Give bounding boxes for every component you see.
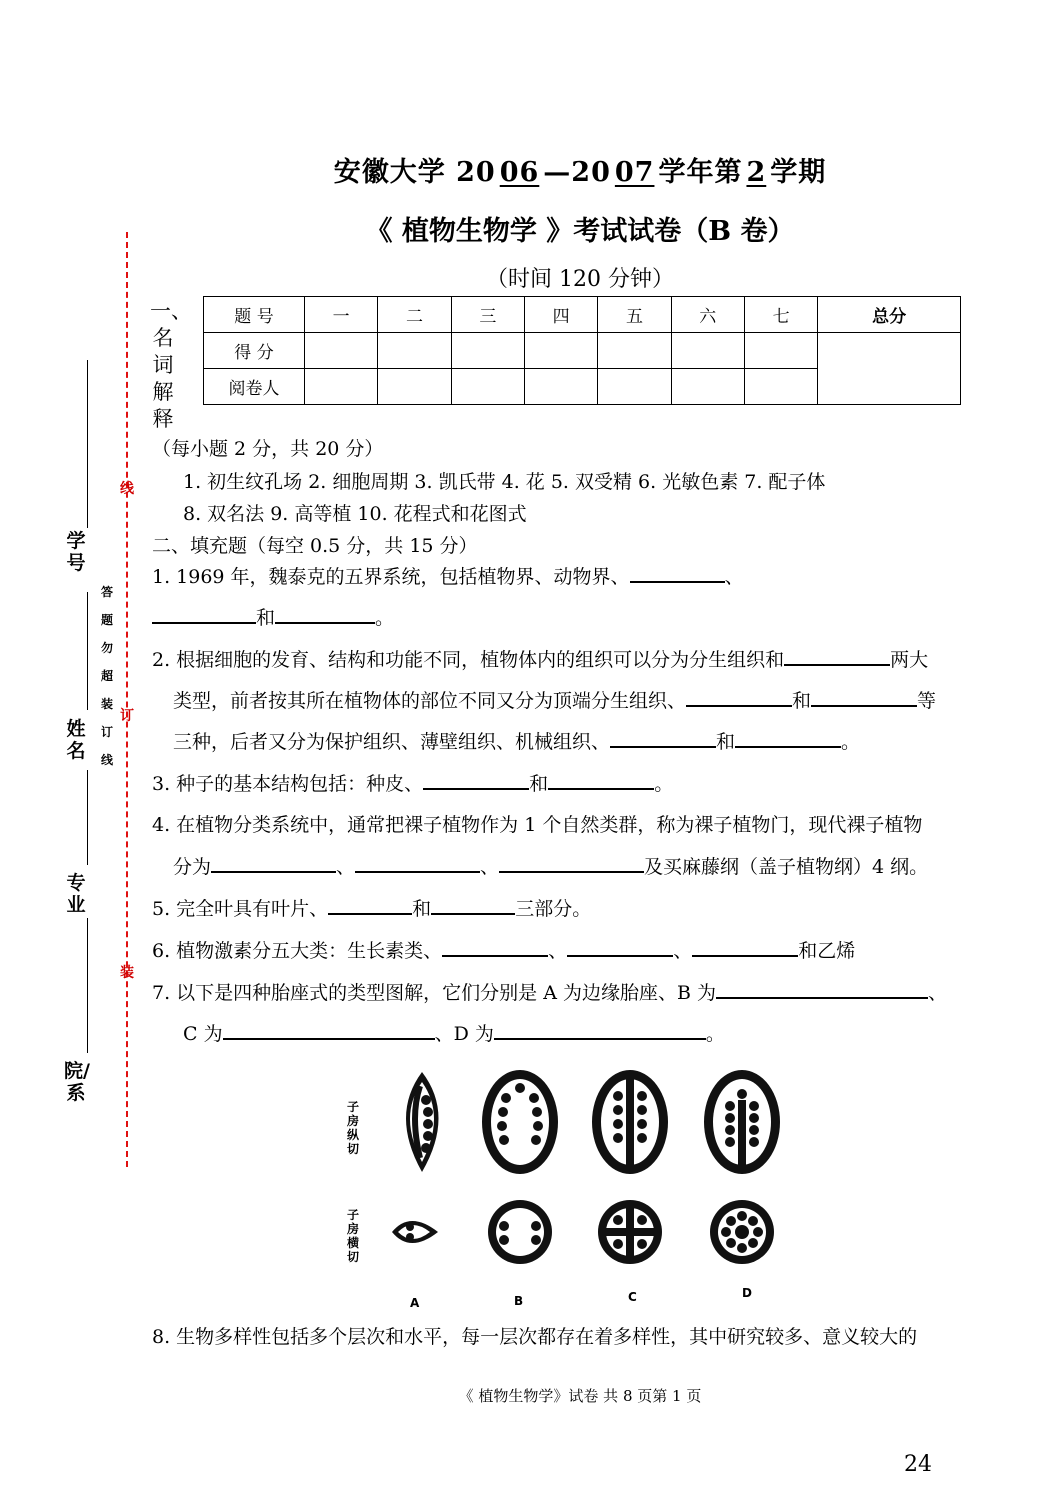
side-label-name: 姓名 [66, 718, 86, 762]
score-table [203, 296, 961, 405]
department-line [87, 918, 88, 1053]
figure-caption-d: D [742, 1286, 752, 1300]
diagram-c-longitudinal [592, 1070, 668, 1174]
student-id-line [87, 360, 88, 528]
section1-items-line1: 1. 初生纹孔场 2. 细胞周期 3. 凯氏带 4. 花 5. 双受精 6. 光敏色素 7. 配子体 [183, 471, 826, 493]
major-line [87, 770, 88, 865]
exam-title: 安徽大学 20 06 —20 07 学年第 2 学期 [333, 157, 827, 188]
figure-caption-c: C [628, 1290, 637, 1304]
score-header-4: 四 [524, 297, 597, 333]
question-1-line1: 1. 1969 年，魏泰克的五界系统，包括植物界、动物界、 、 [152, 561, 744, 589]
question-5: 5. 完全叶具有叶片、 和 三部分。 [152, 893, 591, 921]
diagram-b-transverse [488, 1200, 552, 1264]
answer-blank[interactable] [716, 977, 928, 999]
diagram-c-transverse [598, 1200, 662, 1264]
score-header-6: 六 [671, 297, 744, 333]
answer-blank[interactable] [630, 561, 725, 583]
exam-time: （时间 120 分钟） [486, 267, 674, 292]
binding-notice: 答题勿超装订线 [100, 585, 113, 767]
question-7-line2: C 为 、D 为 。 [183, 1018, 725, 1046]
question-4-line1: 4. 在植物分类系统中，通常把裸子植物作为 1 个自然类群，称为裸子植物门，现代裸子植物 [152, 814, 923, 836]
placentation-diagram [370, 1060, 790, 1290]
score-header-7: 七 [744, 297, 817, 333]
answer-blank[interactable] [355, 851, 480, 873]
binding-dashed-line [126, 232, 128, 1167]
answer-blank[interactable] [784, 644, 890, 666]
page-number: 24 [904, 1452, 932, 1477]
red-mark-xian: 线 [120, 481, 134, 497]
grader-cell[interactable] [451, 369, 524, 405]
section1-vertical-label: 一、 名 词 解 释 [150, 299, 192, 431]
figure-caption-b: B [514, 1294, 524, 1308]
answer-blank[interactable] [431, 893, 515, 915]
answer-blank[interactable] [494, 1018, 706, 1040]
score-cell[interactable] [451, 333, 524, 369]
grader-cell[interactable] [598, 369, 671, 405]
question-2-line1: 2. 根据细胞的发育、结构和功能不同，植物体内的组织可以分为分生组织和 两大 [152, 644, 928, 672]
page-footer: 《 植物生物学》试卷 共 8 页第 1 页 [458, 1387, 702, 1405]
question-8: 8. 生物多样性包括多个层次和水平，每一层次都存在着多样性，其中研究较多、意义较大的 [152, 1326, 918, 1348]
score-cell[interactable] [671, 333, 744, 369]
answer-blank[interactable] [567, 935, 673, 957]
answer-blank[interactable] [692, 935, 798, 957]
score-cell[interactable] [378, 333, 451, 369]
answer-blank[interactable] [442, 935, 548, 957]
total-score-cell[interactable] [818, 333, 961, 405]
answer-blank[interactable] [735, 726, 841, 748]
red-mark-ding: 订 [120, 708, 134, 724]
name-line [87, 592, 88, 710]
score-header-5: 五 [598, 297, 671, 333]
question-2-line2: 类型，前者按其所在植物体的部位不同又分为顶端分生组织、 和 等 [173, 685, 936, 713]
figure-row-label-transverse: 子房横切 [346, 1208, 359, 1264]
diagram-d-longitudinal [704, 1070, 780, 1174]
grader-cell[interactable] [524, 369, 597, 405]
score-cell[interactable] [305, 333, 378, 369]
exam-subtitle: 《 植物生物学 》考试试卷（B 卷） [365, 216, 795, 247]
question-4-line2: 分为 、 、 及买麻藤纲（盖子植物纲）4 纲。 [173, 851, 928, 879]
diagram-d-transverse [710, 1200, 774, 1264]
score-row-label: 得 分 [204, 333, 305, 369]
question-2-line3: 三种，后者又分为保护组织、薄壁组织、机械组织、 和 。 [173, 726, 860, 754]
answer-blank[interactable] [610, 726, 716, 748]
score-cell[interactable] [598, 333, 671, 369]
score-header-2: 二 [378, 297, 451, 333]
score-header-item: 题 号 [204, 297, 305, 333]
answer-blank[interactable] [686, 685, 792, 707]
red-mark-zhuang: 装 [120, 965, 134, 981]
figure-row-label-longitudinal: 子房纵切 [346, 1100, 359, 1156]
diagram-a-transverse [392, 1221, 438, 1243]
answer-blank[interactable] [548, 768, 654, 790]
answer-blank[interactable] [211, 851, 336, 873]
placentation-figure [340, 1060, 790, 1310]
answer-blank[interactable] [423, 768, 529, 790]
grader-cell[interactable] [378, 369, 451, 405]
score-header-1: 一 [305, 297, 378, 333]
section2-title: 二、填充题（每空 0.5 分，共 15 分） [152, 535, 478, 557]
diagram-a-longitudinal [406, 1072, 439, 1172]
side-label-student-id: 学号 [66, 530, 86, 574]
score-header-3: 三 [451, 297, 524, 333]
score-cell[interactable] [524, 333, 597, 369]
question-6: 6. 植物激素分五大类：生长素类、 、 、 和乙烯 [152, 935, 855, 963]
diagram-b-longitudinal [482, 1070, 558, 1174]
answer-blank[interactable] [328, 893, 412, 915]
question-7-line1: 7. 以下是四种胎座式的类型图解，它们分别是 A 为边缘胎座、B 为 、 [152, 977, 947, 1005]
side-label-department: 院/系 [64, 1060, 90, 1104]
answer-blank[interactable] [499, 851, 644, 873]
section1-items-line2: 8. 双名法 9. 高等植 10. 花程式和花图式 [183, 503, 527, 525]
figure-caption-a: A [410, 1296, 420, 1310]
grader-row-label: 阅卷人 [204, 369, 305, 405]
question-1-line2: 和 。 [152, 602, 394, 630]
answer-blank[interactable] [223, 1018, 435, 1040]
grader-cell[interactable] [744, 369, 817, 405]
question-3: 3. 种子的基本结构包括：种皮、 和 。 [152, 768, 673, 796]
score-header-total: 总分 [818, 297, 961, 333]
score-cell[interactable] [744, 333, 817, 369]
answer-blank[interactable] [275, 602, 375, 624]
grader-cell[interactable] [671, 369, 744, 405]
answer-blank[interactable] [152, 602, 256, 624]
answer-blank[interactable] [811, 685, 917, 707]
section1-note: （每小题 2 分，共 20 分） [152, 438, 384, 460]
side-label-major: 专业 [66, 872, 86, 916]
grader-cell[interactable] [305, 369, 378, 405]
